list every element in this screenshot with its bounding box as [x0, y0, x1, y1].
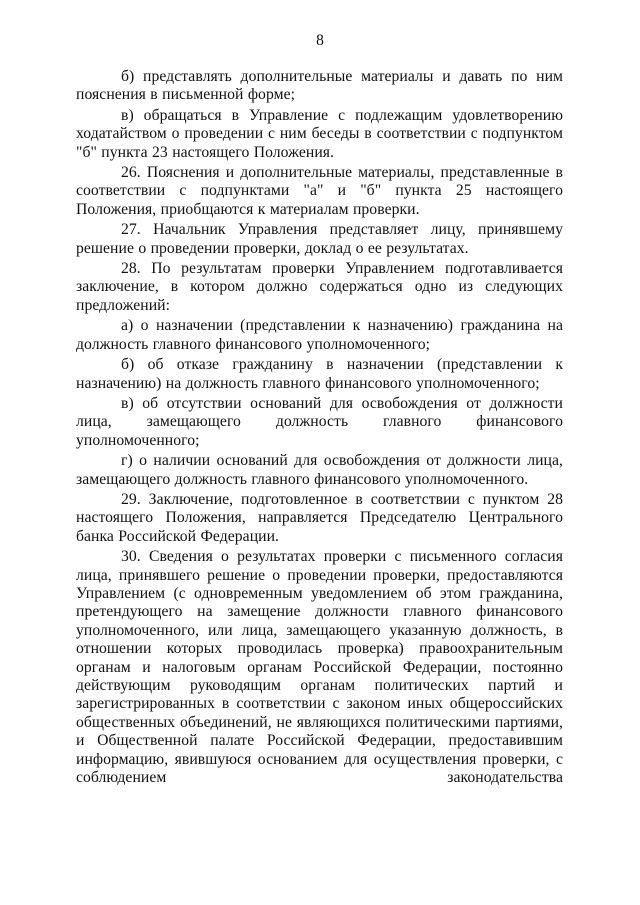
document-body: [76, 68, 563, 789]
paragraph-28-a: а) о назначении (представлении к назначению) гражданина на должность главного финансового уполномоченного;: [76, 317, 563, 353]
paragraph-30: 30. Сведения о результатах проверки с письменного согласия лица, принявшего решение о проведении проверки, предоставляются Управлением (с одновременным уведомлением об этом гражданина, претендующего на замещение должности главного финансового уполномоченного, или лица, замещающего указанную должность, в отношении которых проводилась проверка) правоохранительным органам и налоговым органам Российской Федерации, постоянно действующим руководящим органам политических партий и зарегистрированных в соответствии с законом иных общероссийских общественных объединений, не являющихся политическими партиями, и Общественной палате Российской Федерации, предоставившим информацию, явившуюся основанием для осуществления проверки, с соблюдением законодательства: [76, 548, 563, 787]
paragraph-29: 29. Заключение, подготовленное в соответствии с пунктом 28 настоящего Положения, направляется Председателю Центрального банка Российской Федерации.: [76, 490, 563, 545]
paragraph-26: 26. Пояснения и дополнительные материалы, представленные в соответствии с подпунктами "а" и "б" пункта 25 настоящего Положения, приобщаются к материалам проверки.: [76, 164, 563, 218]
paragraph-28-v: в) об отсутствии оснований для освобождения от должности лица, замещающего должность главного финансового уполномоченного;: [76, 394, 563, 449]
paragraph-28-g: г) о наличии оснований для освобождения от должности лица, замещающего должность главного финансового уполномоченного.: [76, 452, 563, 488]
paragraph-27: 27. Начальник Управления представляет лицу, принявшему решение о проведении проверки, доклад о ее результатах.: [76, 221, 563, 257]
page-number: 8: [316, 32, 324, 49]
paragraph-25-b: б) представлять дополнительные материалы и давать по ним пояснения в письменной форме;: [76, 68, 563, 104]
paragraph-28-b: б) об отказе гражданину в назначении (представлении к назначению) на должность главного финансового уполномоченного;: [76, 356, 563, 392]
paragraph-25-v: в) обращаться в Управление с подлежащим удовлетворению ходатайством о проведении с ним беседы в соответствии с подпунктом "б" пункта 23 настоящего Положения.: [76, 106, 563, 161]
paragraph-28: 28. По результатам проверки Управлением подготавливается заключение, в котором должно содержаться одно из следующих предложений:: [76, 260, 563, 314]
